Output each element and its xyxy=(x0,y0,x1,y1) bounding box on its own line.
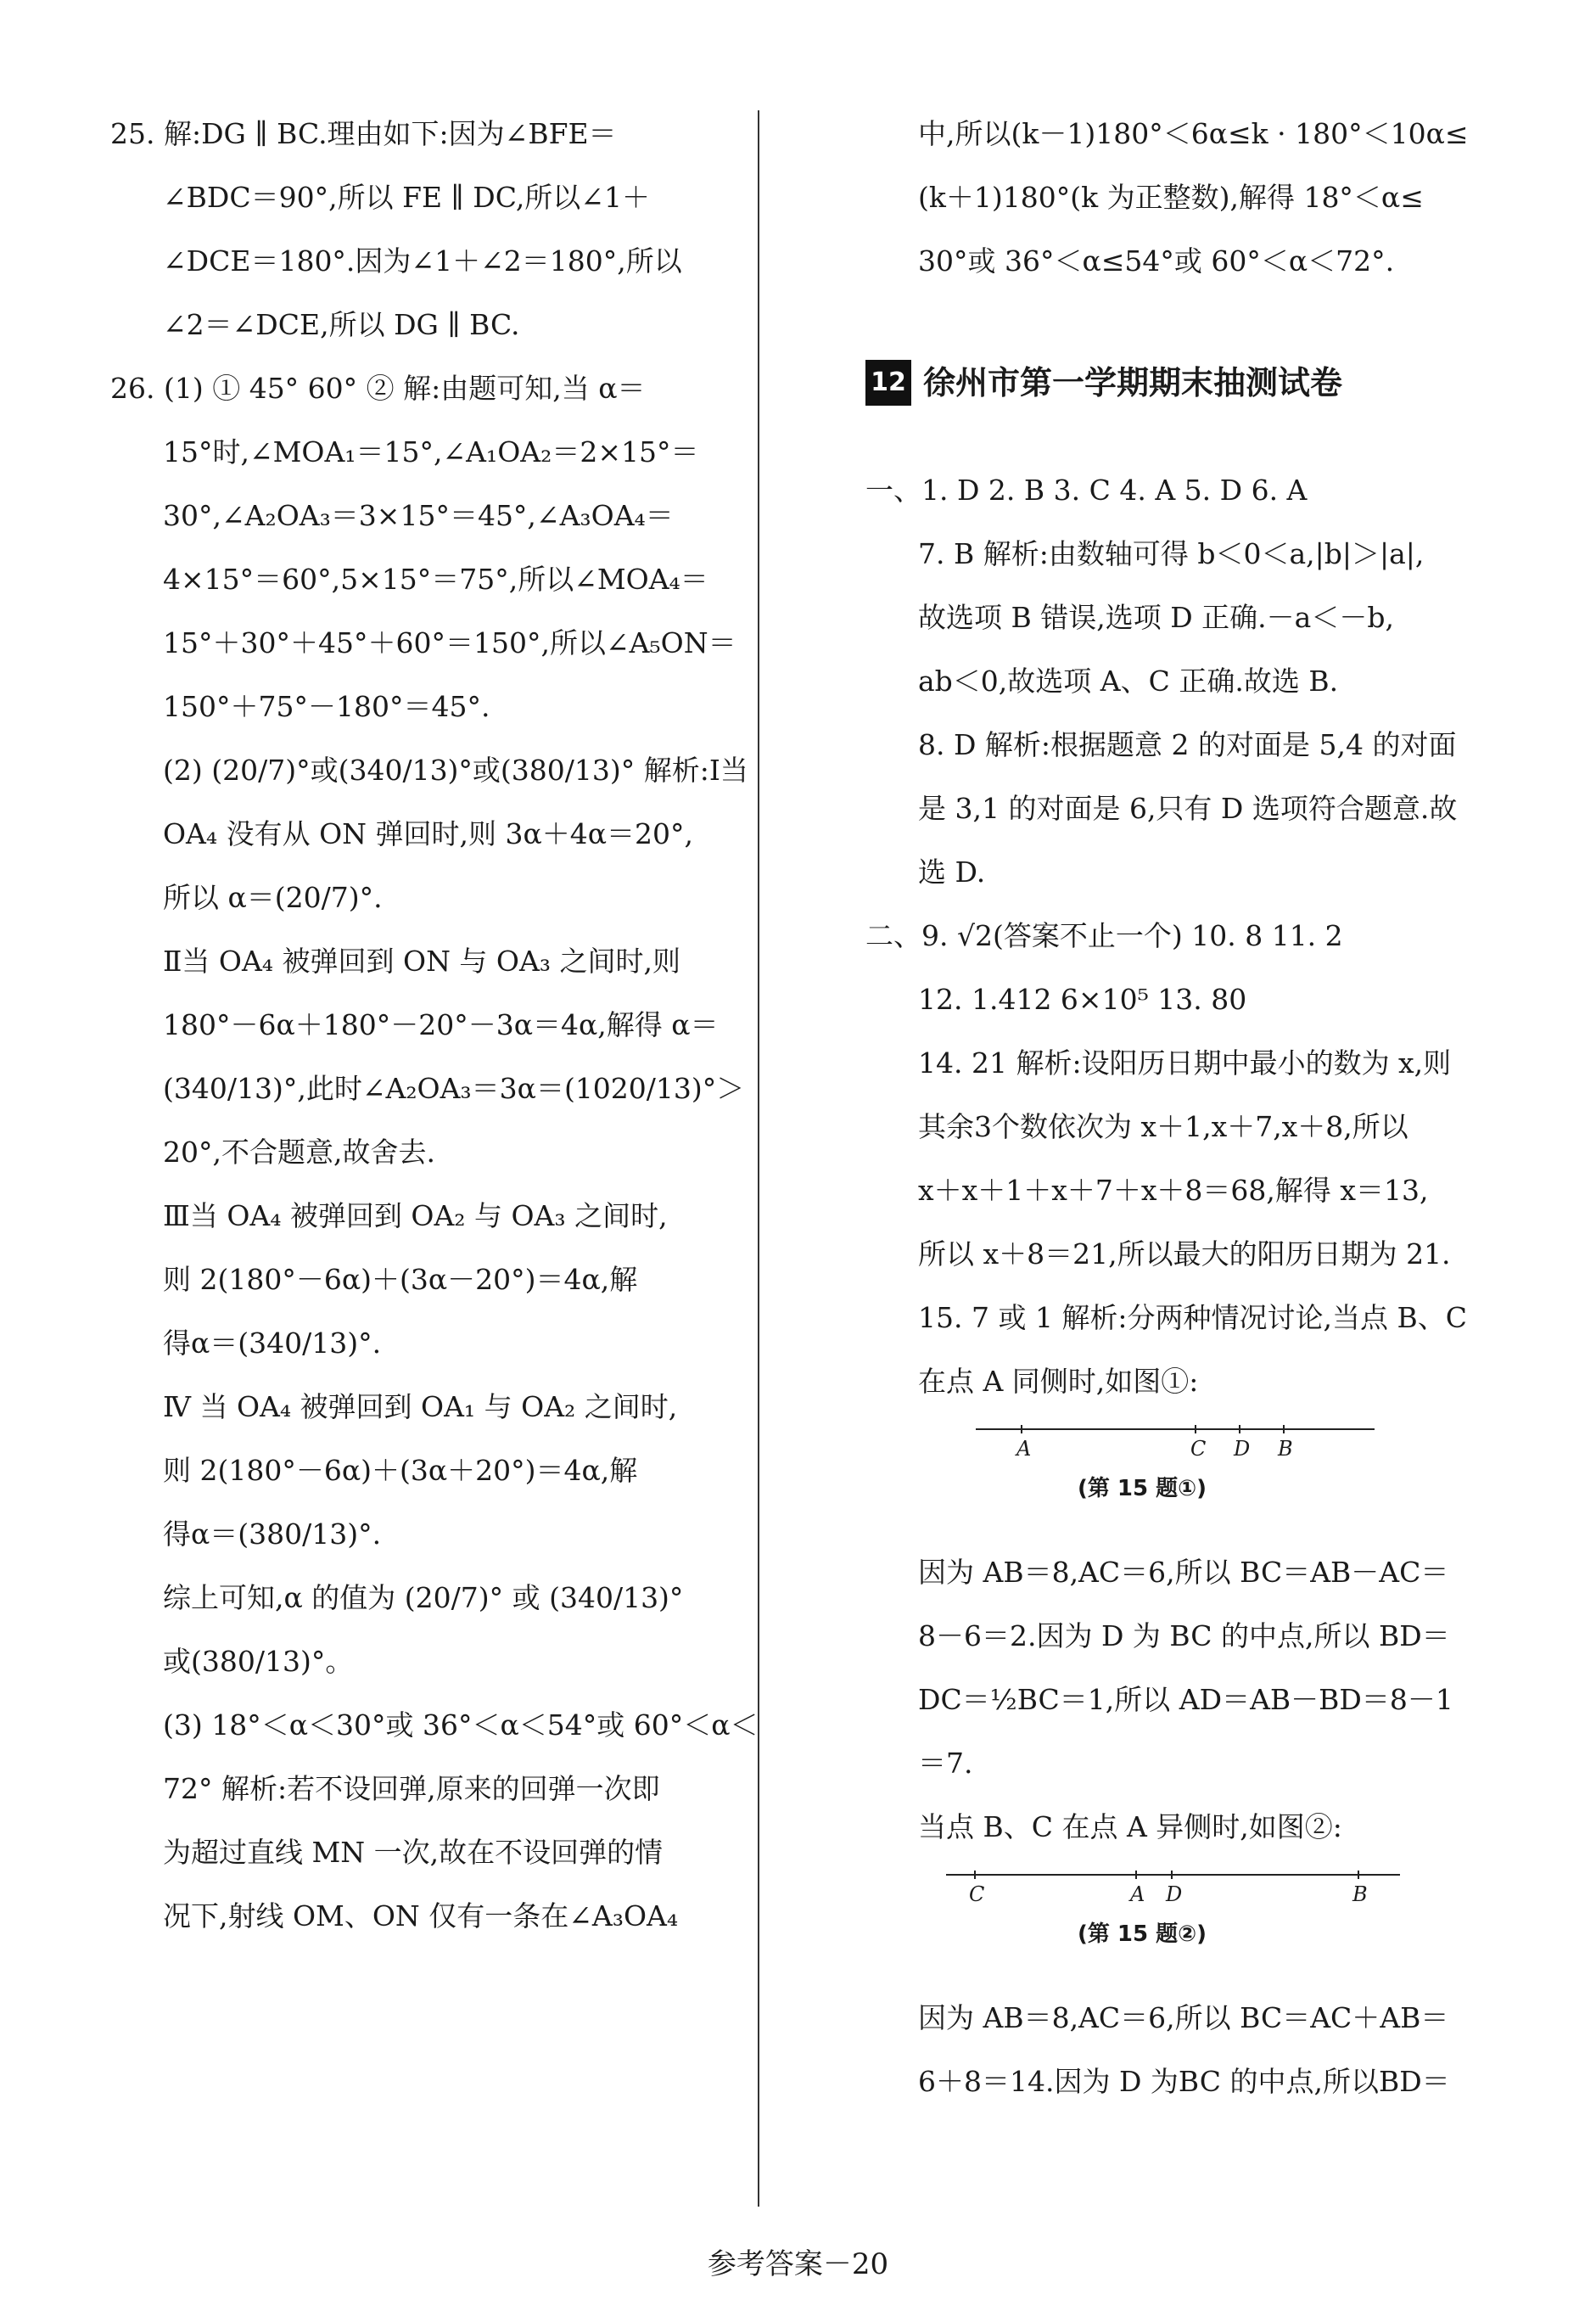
answer-line: 7. B 解析:由数轴可得 b＜0＜a,|b|＞|a|, xyxy=(918,537,1425,570)
answer-line: Ⅱ当 OA₄ 被弹回到 ON 与 OA₃ 之间时,则 xyxy=(163,945,681,978)
answer-line: 180°－6α＋180°－20°－3α＝4α,解得 α＝ xyxy=(163,1008,719,1041)
answer-line: 所以 α＝(20/7)°. xyxy=(163,881,383,914)
point-tick xyxy=(1171,1871,1173,1879)
answer-line: 15°＋30°＋45°＋60°＝150°,所以∠A₅ON＝ xyxy=(163,626,736,659)
answer-line: 在点 A 同侧时,如图①: xyxy=(918,1365,1199,1398)
figure-15-1 xyxy=(865,1413,1489,1540)
point-label: A xyxy=(1016,1437,1032,1461)
answer-line: OA₄ 没有从 ON 弹回时,则 3α＋4α＝20°, xyxy=(163,817,694,850)
answer-line: 或(380/13)°。 xyxy=(163,1645,354,1678)
point-label: C xyxy=(1190,1437,1207,1461)
section-title: 徐州市第一学期期末抽测试卷 xyxy=(923,364,1343,401)
answer-line: 4×15°＝60°,5×15°＝75°,所以∠MOA₄＝ xyxy=(163,563,708,596)
answer-line: 14. 21 解析:设阳历日期中最小的数为 x,则 xyxy=(918,1046,1452,1080)
answer-line: ∠2＝∠DCE,所以 DG ∥ BC. xyxy=(163,308,520,341)
page-footer: 参考答案－20 xyxy=(707,2247,889,2281)
answer-line: 选 D. xyxy=(918,855,986,889)
answer-line: 况下,射线 OM、ON 仅有一条在∠A₃OA₄ xyxy=(163,1899,679,1932)
answer-line: 12. 1.412 6×10⁵ 13. 80 xyxy=(918,983,1247,1016)
answer-line: 中,所以(k－1)180°＜6α≤k · 180°＜10α≤ xyxy=(918,117,1469,150)
answer-line: (3) 18°＜α＜30°或 36°＜α＜54°或 60°＜α＜ xyxy=(163,1708,759,1742)
section-number-badge: 12 xyxy=(865,360,911,406)
point-label: D xyxy=(1234,1437,1251,1461)
point-tick xyxy=(1195,1425,1196,1433)
answer-line: DC＝½BC＝1,所以 AD＝AB－BD＝8－1 xyxy=(918,1683,1453,1716)
answer-line: 30°,∠A₂OA₃＝3×15°＝45°,∠A₃OA₄＝ xyxy=(163,499,674,532)
answer-line: 二、9. √2(答案不止一个) 10. 8 11. 2 xyxy=(865,919,1343,952)
answer-line: 30°或 36°＜α≤54°或 60°＜α＜72°. xyxy=(918,244,1395,278)
answer-line: 20°,不合题意,故舍去. xyxy=(163,1136,435,1169)
point-label: B xyxy=(1352,1882,1368,1906)
answer-line: 得α＝(380/13)°. xyxy=(163,1517,382,1551)
answer-line: 6＋8＝14.因为 D 为BC 的中点,所以BD＝ xyxy=(918,2065,1450,2098)
point-label: C xyxy=(969,1882,985,1906)
point-tick xyxy=(974,1871,976,1879)
answer-line: 得α＝(340/13)°. xyxy=(163,1327,382,1360)
point-label: D xyxy=(1166,1882,1183,1906)
answer-line: 其余3个数依次为 x＋1,x＋7,x＋8,所以 xyxy=(918,1110,1408,1143)
answer-line: ∠BDC＝90°,所以 FE ∥ DC,所以∠1＋ xyxy=(163,181,650,214)
answer-line: 72° 解析:若不设回弹,原来的回弹一次即 xyxy=(163,1772,660,1805)
number-line xyxy=(946,1874,1400,1876)
answer-line: x＋x＋1＋x＋7＋x＋8＝68,解得 x＝13, xyxy=(918,1174,1429,1207)
answer-line: 故选项 B 错误,选项 D 正确.－a＜－b, xyxy=(918,601,1394,634)
answer-line: 则 2(180°－6α)＋(3α＋20°)＝4α,解 xyxy=(163,1454,638,1487)
answer-line: 因为 AB＝8,AC＝6,所以 BC＝AC＋AB＝ xyxy=(918,2001,1449,2034)
answer-line: 综上可知,α 的值为 (20/7)° 或 (340/13)° xyxy=(163,1581,684,1614)
answer-line: 150°＋75°－180°＝45°. xyxy=(163,690,490,723)
column-divider xyxy=(758,110,759,2207)
answer-line: 25. 解:DG ∥ BC.理由如下:因为∠BFE＝ xyxy=(110,117,617,150)
figure-caption: (第 15 题②) xyxy=(1078,1921,1207,1947)
point-label: B xyxy=(1278,1437,1293,1461)
right-column xyxy=(865,102,1489,2113)
answer-line: ∠DCE＝180°.因为∠1＋∠2＝180°,所以 xyxy=(163,244,682,278)
answer-line: 8－6＝2.因为 D 为 BC 的中点,所以 BD＝ xyxy=(918,1619,1450,1652)
answer-line: 15. 7 或 1 解析:分两种情况讨论,当点 B、C xyxy=(918,1301,1468,1334)
answer-line: ab＜0,故选项 A、C 正确.故选 B. xyxy=(918,665,1339,698)
answer-line: ＝7. xyxy=(918,1747,973,1780)
answer-line: 则 2(180°－6α)＋(3α－20°)＝4α,解 xyxy=(163,1263,638,1296)
point-tick xyxy=(1021,1425,1022,1433)
answer-line: 为超过直线 MN 一次,故在不设回弹的情 xyxy=(163,1836,664,1869)
figure-15-2 xyxy=(865,1859,1489,1986)
point-tick xyxy=(1135,1871,1137,1879)
point-tick xyxy=(1283,1425,1285,1433)
answer-line: Ⅲ当 OA₄ 被弹回到 OA₂ 与 OA₃ 之间时, xyxy=(163,1199,668,1232)
point-tick xyxy=(1239,1425,1240,1433)
answer-line: 当点 B、C 在点 A 异侧时,如图②: xyxy=(918,1810,1342,1843)
answer-line: (k＋1)180°(k 为正整数),解得 18°＜α≤ xyxy=(918,181,1424,214)
answer-line: 15°时,∠MOA₁＝15°,∠A₁OA₂＝2×15°＝ xyxy=(163,435,699,468)
left-column xyxy=(110,102,759,1948)
answer-line: 26. (1) ① 45° 60° ② 解:由题可知,当 α＝ xyxy=(110,372,646,405)
answer-line: (340/13)°,此时∠A₂OA₃＝3α＝(1020/13)°＞ xyxy=(163,1072,745,1105)
answer-line: Ⅳ 当 OA₄ 被弹回到 OA₁ 与 OA₂ 之间时, xyxy=(163,1390,678,1423)
answer-line: (2) (20/7)°或(340/13)°或(380/13)° 解析:Ⅰ当 xyxy=(163,754,748,787)
point-label: A xyxy=(1130,1882,1145,1906)
figure-caption: (第 15 题①) xyxy=(1078,1476,1207,1501)
point-tick xyxy=(1358,1871,1359,1879)
answer-line: 一、1. D 2. B 3. C 4. A 5. D 6. A xyxy=(865,474,1308,507)
number-line xyxy=(976,1428,1375,1430)
answer-line: 因为 AB＝8,AC＝6,所以 BC＝AB－AC＝ xyxy=(918,1556,1449,1589)
answer-line: 8. D 解析:根据题意 2 的对面是 5,4 的对面 xyxy=(918,728,1457,761)
section-heading xyxy=(865,339,1489,441)
answer-line: 是 3,1 的对面是 6,只有 D 选项符合题意.故 xyxy=(918,792,1458,825)
answer-line: 所以 x＋8＝21,所以最大的阳历日期为 21. xyxy=(918,1237,1451,1270)
